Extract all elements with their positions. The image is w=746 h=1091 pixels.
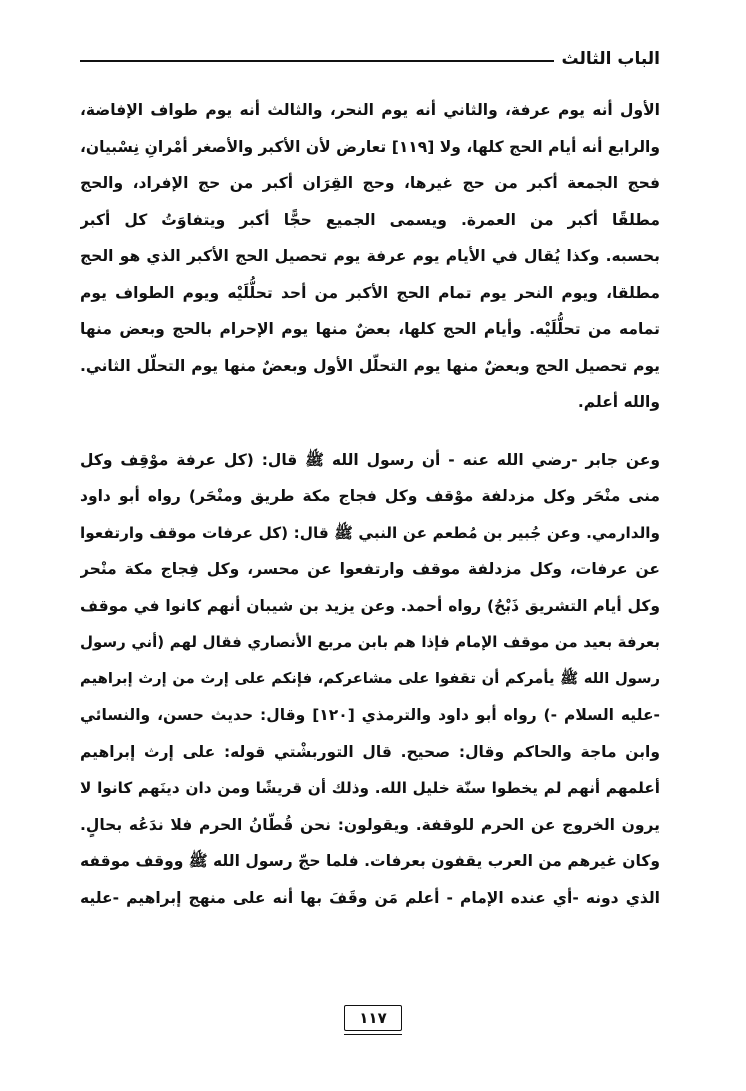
text-line: الأول أنه يوم عرفة، والثاني أنه يوم النحر، والثالث أنه يوم طواف الإفاضة، xyxy=(80,101,660,119)
paragraph-1 xyxy=(80,92,660,421)
chapter-title: الباب الثالث xyxy=(561,49,660,69)
text-line: والدارمي. وعن جُبير بن مُطعم عن النبي ﷺ قال: (كل عرفات موقف وارتفعوا xyxy=(80,523,660,542)
paragraph-2 xyxy=(80,442,660,917)
text-line: رسول الله ﷺ يأمركم أن تقفوا على مشاعركم، فإنكم على إرث من إرث إبراهيم xyxy=(80,669,660,687)
text-line: يوم تحصيل الحج وبعضٌ منها يوم التحلّل الأول وبعضٌ منها يوم التحلّل الثاني. xyxy=(80,356,660,375)
text-line: تمامه من تحلُّلَيْه. وأيام الحج كلها، بعضٌ منها يوم الإحرام بالحج وبعض منها xyxy=(80,320,660,338)
text-line: مطلقا، ويوم النحر يوم تمام الحج الأكبر من أحد تحلُّلَيْه ويوم الطواف يوم xyxy=(80,283,660,302)
text-line: والرابع أنه أيام الحج كلها، ولا [١١٩] تعارض لأن الأكبر والأصغر أمْرانِ نِسْبيان، xyxy=(80,137,660,156)
text-line: عن عرفات، وكل مزدلفة موقف وارتفعوا عن محسر، وكل فِجاج مكة منْحر xyxy=(80,560,660,578)
paragraph-gap xyxy=(80,421,660,442)
text-line: أعلمهم أنهم لم يخطوا سنّة خليل الله. وذلك أن قريشًا ومن دان دينَهم كانوا لا xyxy=(80,779,660,797)
text-line: يرون الخروج عن الحرم للوقفة. ويقولون: نحن قُطّانُ الحرم فلا ندَعُه بحالٍ. xyxy=(80,815,660,834)
text-line: الذي دونه -أي عنده الإمام - أعلم مَن وقَفَ بها أنه على منهج إبراهيم -عليه xyxy=(80,888,660,907)
text-line: فحج الجمعة أكبر من حج غيرها، وحج القِرَان أكبر من حج الإفراد، والحج xyxy=(80,174,660,192)
text-line: وكل أيام التشريق ذَبْحُ) رواه أحمد. وعن يزيد بن شيبان أنهم كانوا في موقف xyxy=(80,596,660,615)
header-rule xyxy=(80,60,554,62)
text-line: بحسبه. وكذا يُقال في الأيام يوم عرفة يوم تحصيل الحج الأكبر الذي هو الحج xyxy=(80,247,660,265)
text-line: وابن ماجة والحاكم وقال: صحيح. قال التوربشْتي قوله: على إرث إبراهيم xyxy=(80,742,660,761)
text-line: مطلقًا أكبر من العمرة. ويسمى الجميع حجًّا أكبر ويتفاوَتُ كل أكبر xyxy=(80,210,660,229)
body-text xyxy=(80,92,660,916)
text-line: والله أعلم. xyxy=(577,393,660,411)
text-line: وكان غيرهم من العرب يقفون بعرفات. فلما حجّ رسول الله ﷺ ووقف موقفه xyxy=(80,852,660,870)
page-number-box xyxy=(344,1005,402,1031)
page-number-underline xyxy=(344,1034,402,1035)
text-line: وعن جابر -رضي الله عنه - أن رسول الله ﷺ قال: (كل عرفة موْقِف وكل xyxy=(80,450,660,469)
text-line: منى منْحَر وكل مزدلفة موْقف وكل فجاج مكة طريق ومنْحَر) رواه أبو داود xyxy=(80,487,660,505)
running-header xyxy=(80,44,660,74)
text-line: -عليه السلام -) رواه أبو داود والترمذي [١٢٠] وقال: حديث حسن، والنسائي xyxy=(80,706,660,724)
text-line: بعرفة بعيد من موقف الإمام فإذا هم بابن مربع الأنصاري فقال لهم (أني رسول xyxy=(80,633,660,651)
page-number: ١١٧ xyxy=(359,1009,387,1027)
